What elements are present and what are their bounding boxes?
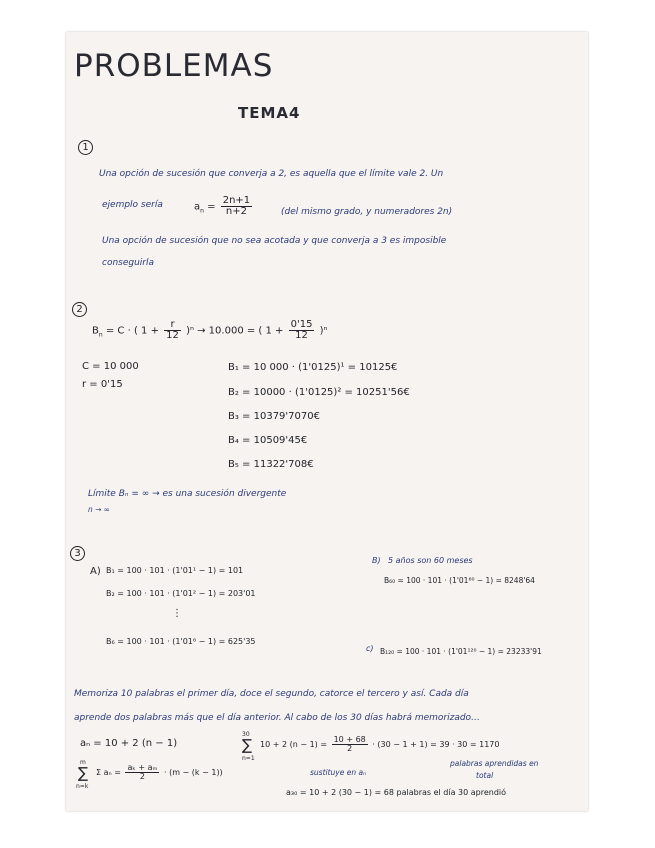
fraction-denominator: 12	[289, 330, 315, 341]
sum30-rhs: · (30 − 1 + 1) = 39 · 30 = 1170	[372, 740, 500, 749]
limit-sub: n → ∞	[88, 505, 111, 514]
problem4-text-1: Memoriza 10 palabras el primer día, doce el segundo, catorce el tercero y así. Cada día	[74, 689, 469, 699]
b-line-2: B₂ = 10000 · (1'0125)² = 10251'56€	[228, 387, 410, 398]
notebook-page	[66, 32, 588, 811]
part-a-line-1: B₁ = 100 · 101 · (1'01¹ − 1) = 101	[106, 566, 244, 575]
formula-close: )ⁿ	[319, 325, 328, 337]
fraction-numerator: 2n+1	[222, 195, 251, 206]
problem1-line1: Una opción de sucesión que converja a 2, es aquella que el límite vale 2. Un	[99, 169, 444, 179]
b-line-1: B₁ = 10 000 · (1'0125)¹ = 10125€	[228, 362, 398, 373]
sum-rhs: · (m − (k − 1))	[164, 768, 223, 777]
sum30-fraction	[332, 736, 368, 753]
b-line-4: B₄ = 10509'45€	[228, 435, 308, 446]
part-a-dots: ⋮	[172, 608, 182, 619]
b-line-3: B₃ = 10379'7070€	[228, 411, 320, 422]
b-line-5: B₅ = 11322'708€	[228, 459, 314, 470]
formula-fraction-1	[164, 320, 181, 341]
sum-bottom: n=k	[76, 783, 89, 790]
page-title: PROBLEMAS	[74, 48, 274, 84]
part-b-label: B)	[372, 556, 381, 565]
sum30-bottom: n=1	[242, 755, 255, 762]
small-note-1: sustituye en aₙ	[310, 768, 367, 777]
fraction-denominator: 2	[332, 744, 368, 753]
sum30-top: 30	[242, 731, 250, 738]
problem2-formula	[92, 320, 328, 341]
part-a-line-3: B₆ = 100 · 101 · (1'01⁶ − 1) = 625'35	[106, 637, 256, 646]
fraction-denominator: n+2	[221, 206, 252, 217]
sum-sigma: ∑	[78, 764, 89, 782]
sum30-expr: 10 + 2 (n − 1) =	[260, 740, 328, 749]
fraction-numerator: 0'15	[290, 319, 313, 330]
fraction-denominator: 12	[166, 330, 179, 341]
an-formula: aₙ = 10 + 2 (n − 1)	[80, 738, 178, 749]
part-a-label: A)	[90, 566, 101, 577]
formula-fraction-2	[289, 320, 315, 341]
problem4-text-2: aprende dos palabras más que el día anterior. Al cabo de los 30 días habrá memorizado…	[74, 713, 481, 723]
formula-sub: n	[200, 207, 204, 215]
sum-lhs: Σ aₙ =	[96, 768, 121, 777]
fraction-numerator: aₖ + aₘ	[127, 763, 158, 772]
formula-left: B	[92, 325, 99, 337]
part-c-line: B₁₂₀ = 100 · 101 · (1'01¹²⁰ − 1) = 23233'91	[380, 647, 542, 656]
part-b-header: 5 años son 60 meses	[388, 556, 473, 565]
part-a-line-2: B₂ = 100 · 101 · (1'01² − 1) = 203'01	[106, 589, 256, 598]
problem1-formula	[194, 196, 254, 217]
part-c-label: c)	[366, 644, 374, 653]
formula-eq: =	[207, 201, 216, 213]
sum30-formula	[260, 736, 500, 753]
problem-number-1: 1	[78, 140, 93, 155]
problem1-line2-prefix: ejemplo sería	[102, 200, 163, 210]
r-value: r = 0'15	[82, 379, 123, 390]
page-subtitle: TEMA4	[238, 104, 301, 122]
sum30-sigma: ∑	[242, 736, 253, 754]
fraction-numerator: 10 + 68	[333, 735, 366, 744]
problem1-note: (del mismo grado, y numeradores 2n)	[281, 207, 453, 217]
problem-number-3: 3	[70, 546, 85, 561]
fraction-denominator: 2	[125, 772, 159, 781]
small-note-2: palabras aprendidas en	[450, 759, 539, 768]
a30-line: a₃₀ = 10 + 2 (30 − 1) = 68 palabras el día 30 aprendió	[286, 788, 507, 797]
formula-mid: = C · ( 1 +	[105, 325, 159, 337]
sum-fraction	[125, 764, 159, 781]
problem1-line4: conseguirla	[102, 258, 155, 268]
c-value: C = 10 000	[82, 361, 139, 372]
sum-formula	[96, 764, 223, 781]
problem-number-2: 2	[72, 302, 87, 317]
small-note-3: total	[476, 771, 494, 780]
sum-top: m	[80, 759, 86, 766]
fraction-numerator: r	[170, 319, 175, 330]
formula-fraction	[221, 196, 252, 217]
part-b-line: B₆₀ = 100 · 101 · (1'01⁶⁰ − 1) = 8248'64	[384, 576, 535, 585]
formula-exp: )ⁿ → 10.000 = ( 1 +	[186, 325, 284, 337]
problem1-line3: Una opción de sucesión que no sea acotada y que converja a 3 es imposible	[102, 236, 447, 246]
formula-sub: n	[98, 331, 103, 339]
formula-lhs: a	[194, 201, 201, 213]
limit-line: Límite Bₙ = ∞ → es una sucesión divergente	[88, 489, 287, 499]
